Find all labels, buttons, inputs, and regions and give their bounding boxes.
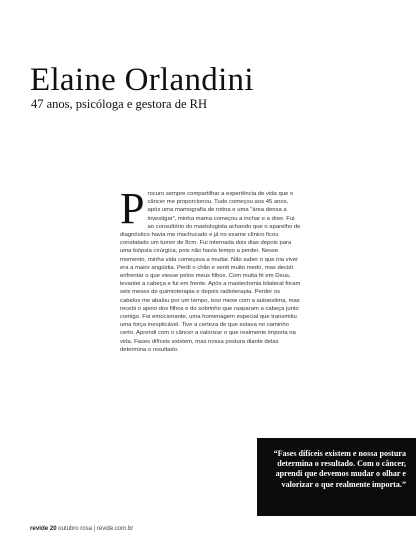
- page-footer: [30, 525, 133, 532]
- page-title: Elaine Orlandini: [30, 62, 254, 98]
- footer-brand: revide: [30, 525, 49, 532]
- page-subtitle: 47 anos, psicóloga e gestora de RH: [31, 97, 208, 111]
- footer-separator: |: [93, 526, 96, 532]
- article-body: [120, 184, 302, 354]
- footer-page-number: 20: [49, 526, 57, 532]
- pull-quote-box: [257, 438, 416, 516]
- footer-issue: outubro rosa: [58, 526, 92, 532]
- pull-quote-text: “Fases difíceis existem e nossa postura determina o resultado. Com o câncer, aprendi que devemos mudar o olhar e valorizar o que realmente importa.”: [273, 449, 406, 489]
- footer-site: revide.com.br: [96, 526, 134, 532]
- drop-cap: P: [120, 184, 145, 233]
- article-body-text: rocuro sempre compartilhar a experiência de vida que o câncer me proporcionou. Tudo começou aos 45 anos, após uma mamografia de rotina e uma “área densa a investigar”, minha mama começou a inchar e a doer. Fui ao consultório do mastologista achando que o aparelho de diagnóstico havia me machucado e já no exame clínico ficou constatado um tumor de 8cm. Fui internada dois dias depois para uma biópsia cirúrgica, pois não havia tempo a perder. Nesse momento, minha vida começava a mudar. Não saber o que iria viver era a maior angústia. Perdi o chão e senti muito medo, mas decidi enfrentar o que viesse pelos meus filhos. Com muita fé em Deus, levantei a cabeça e fui em frente. Após a mastectomia bilateral foram seis meses de quimioterapia e depois radioterapia. Perder os cabelos me abalou por um tempo, isso mexe com a autoestima, mas recebi o apoio dos filhos e do sobrinho que rasparam a cabeça junto comigo. Foi emocionante, uma homenagem especial que transmitiu uma força inexplicável. Tive a certeza de que estava no caminho certo. Aprendi com o câncer a valorizar o que realmente importa na vida. Fases difíceis existem, mas nossa postura diante delas determina o resultado.: [120, 191, 301, 353]
